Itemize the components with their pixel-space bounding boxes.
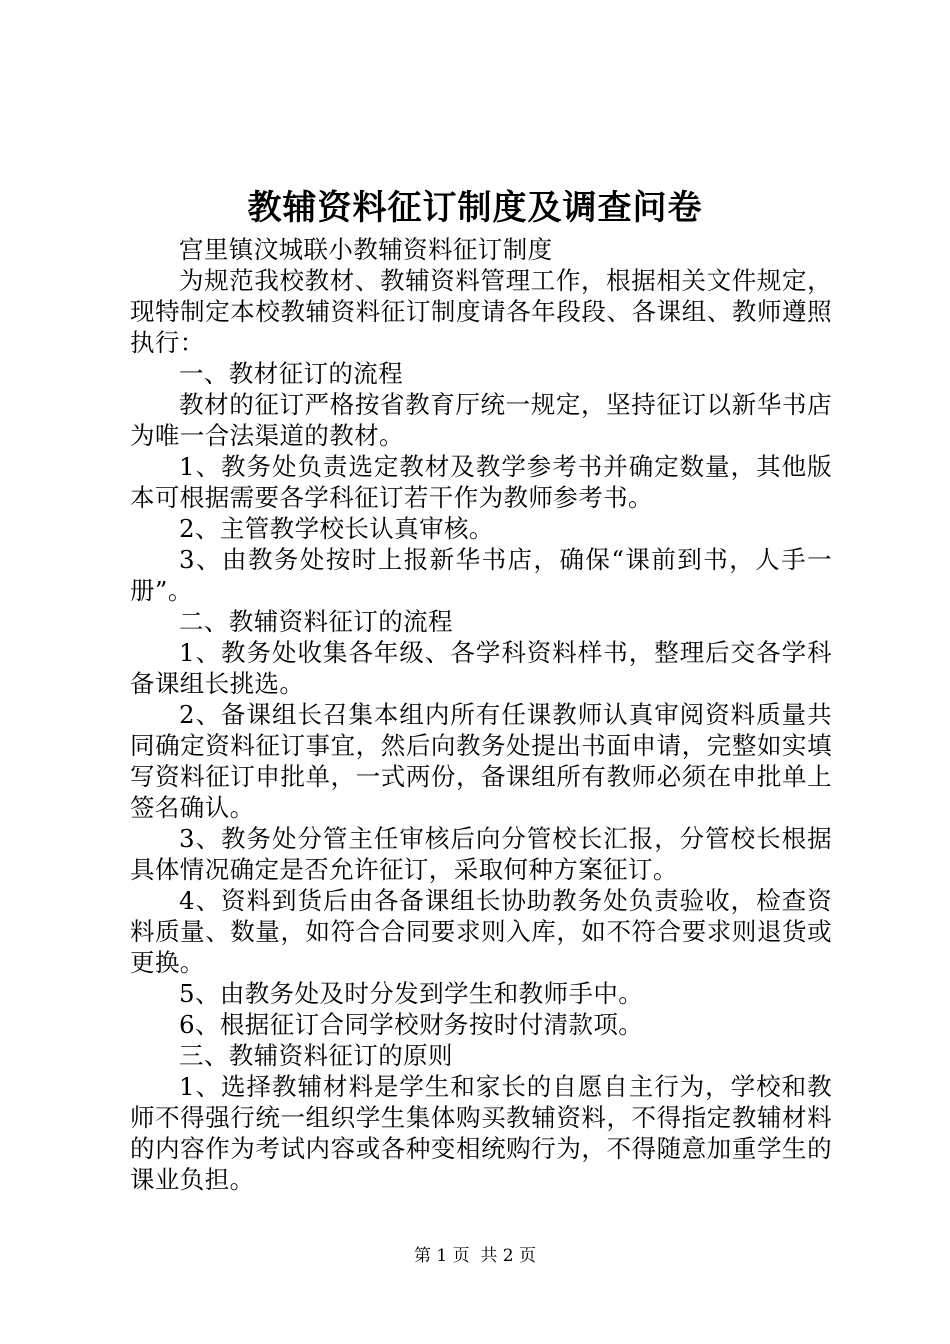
- paragraph: 6、根据征订合同学校财务按时付清款项。: [179, 1010, 644, 1039]
- paragraph: 2、备课组长召集本组内所有任课教师认真审阅资料质量共同确定资料征订事宜，然后向教务处提出书面申请，完整如实填写资料征订申批单，一式两份，备课组所有教师必须在申批单上签名确认。: [130, 700, 832, 822]
- paragraph: 1、教务处负责选定教材及教学参考书并确定数量，其他版本可根据需要各学科征订若干作为教师参考书。: [130, 452, 832, 512]
- section-heading-1: 一、教材征订的流程: [179, 359, 404, 388]
- paragraph: 4、资料到货后由各备课组长协助教务处负责验收，检查资料质量、数量，如符合合同要求则入库，如不符合要求则退货或更换。: [130, 886, 832, 977]
- paragraph: 5、由教务处及时分发到学生和教师手中。: [179, 979, 644, 1008]
- page-number: 第 1 页: [413, 1246, 470, 1266]
- document-body: [130, 234, 832, 1195]
- document-title: 教辅资料征订制度及调查问卷: [247, 188, 703, 228]
- paragraph: 1、教务处收集各年级、各学科资料样书，整理后交各学科备课组长挑选。: [130, 638, 832, 698]
- paragraph: 2、主管教学校长认真审核。: [179, 514, 494, 543]
- section-heading-2: 二、教辅资料征订的流程: [179, 607, 453, 636]
- paragraph: 教材的征订严格按省教育厅统一规定，坚持征订以新华书店为唯一合法渠道的教材。: [130, 390, 832, 450]
- page-footer: [0, 1244, 950, 1268]
- paragraph: 3、教务处分管主任审核后向分管校长汇报，分管校长根据具体情况确定是否允许征订，采取何种方案征订。: [130, 824, 832, 884]
- paragraph: 3、由教务处按时上报新华书店，确保“课前到书，人手一册”。: [130, 545, 832, 605]
- page-total: 共 2 页: [480, 1246, 537, 1266]
- paragraph-intro: 为规范我校教材、教辅资料管理工作，根据相关文件规定，现特制定本校教辅资料征订制度请各年段段、各课组、教师遵照执行：: [130, 266, 832, 357]
- paragraph-school-heading: 宫里镇汶城联小教辅资料征订制度: [179, 235, 553, 264]
- section-heading-3: 三、教辅资料征订的原则: [179, 1041, 453, 1070]
- paragraph: 1、选择教辅材料是学生和家长的自愿自主行为，学校和教师不得强行统一组织学生集体购买教辅资料，不得指定教辅材料的内容作为考试内容或各种变相统购行为，不得随意加重学生的课业负担。: [130, 1072, 832, 1194]
